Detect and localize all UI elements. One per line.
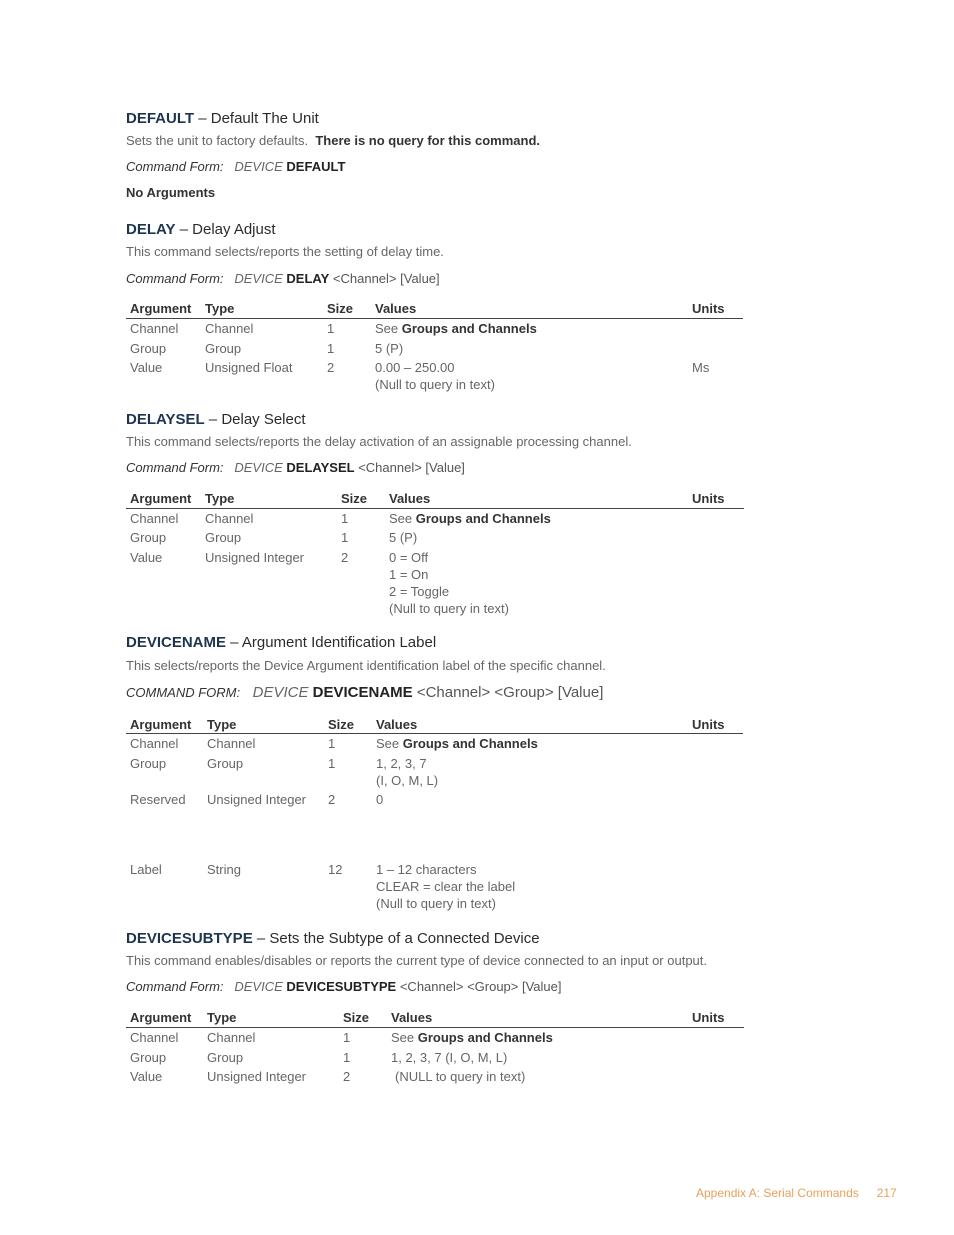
cell-size: 2 xyxy=(341,550,349,565)
section-title-delaysel: DELAYSEL – Delay Select xyxy=(126,411,306,428)
cell-values: See Groups and Channels xyxy=(376,736,538,751)
cell-values: See Groups and Channels xyxy=(389,511,551,526)
table-header-rule xyxy=(126,733,743,734)
section-description: This command enables/disables or reports the current type of device connected to an input or output. xyxy=(126,953,708,968)
cell-argument: Reserved xyxy=(130,792,186,807)
cell-argument: Group xyxy=(130,341,167,356)
cell-size: 2 xyxy=(327,360,335,375)
cell-values-line: (I, O, M, L) xyxy=(376,773,439,788)
cell-type: Channel xyxy=(205,321,254,336)
cell-values: 0.00 – 250.00 xyxy=(375,360,455,375)
table-header-rule xyxy=(126,1027,744,1028)
cell-values: 1, 2, 3, 7 xyxy=(376,756,427,771)
cell-size: 1 xyxy=(328,736,336,751)
cell-size: 2 xyxy=(343,1069,351,1084)
page-number: 217 xyxy=(876,1186,897,1200)
cell-argument: Channel xyxy=(130,736,179,751)
header-values: Values xyxy=(389,491,431,506)
cell-argument: Value xyxy=(130,550,163,565)
table-header-rule xyxy=(126,318,743,319)
cell-size: 1 xyxy=(328,756,336,771)
section-description: Sets the unit to factory defaults. There is no query for this command. xyxy=(126,133,540,148)
header-values: Values xyxy=(375,301,417,316)
cell-values-line: (Null to query in text) xyxy=(375,377,495,392)
cell-values-line: 2 = Toggle xyxy=(389,584,450,599)
command-form: Command Form: DEVICE DEVICESUBTYPE <Channel> <Group> [Value] xyxy=(126,979,562,994)
cell-values-line: 1 = On xyxy=(389,567,429,582)
cell-size: 12 xyxy=(328,862,343,877)
cell-argument: Channel xyxy=(130,1030,179,1045)
cell-type: Unsigned Integer xyxy=(207,1069,307,1084)
cell-units: Ms xyxy=(692,360,710,375)
command-form: COMMAND FORM: DEVICE DEVICENAME <Channel> <Group> [Value] xyxy=(126,684,604,701)
cell-type: Unsigned Integer xyxy=(207,792,307,807)
command-form: Command Form: DEVICE DELAYSEL <Channel> [Value] xyxy=(126,460,465,475)
cell-type: Group xyxy=(205,341,242,356)
cell-values-line: (Null to query in text) xyxy=(376,896,496,911)
header-type: Type xyxy=(207,1010,237,1025)
cell-size: 1 xyxy=(341,511,349,526)
cell-values: (NULL to query in text) xyxy=(395,1069,526,1084)
cell-values: 5 (P) xyxy=(375,341,404,356)
cell-values: 1 – 12 characters xyxy=(376,862,477,877)
cell-type: Unsigned Float xyxy=(205,360,293,375)
cell-type: Group xyxy=(207,1050,244,1065)
cell-values: 0 = Off xyxy=(389,550,429,565)
header-type: Type xyxy=(207,717,237,732)
header-size: Size xyxy=(328,717,355,732)
cell-argument: Group xyxy=(130,756,167,771)
section-title-default: DEFAULT – Default The Unit xyxy=(126,110,319,127)
cell-values: 1, 2, 3, 7 (I, O, M, L) xyxy=(391,1050,508,1065)
cell-argument: Label xyxy=(130,862,162,877)
section-title-delay: DELAY – Delay Adjust xyxy=(126,221,276,238)
cell-type: String xyxy=(207,862,241,877)
cell-type: Unsigned Integer xyxy=(205,550,305,565)
table-header-rule xyxy=(126,508,744,509)
cell-argument: Value xyxy=(130,1069,163,1084)
cell-type: Group xyxy=(207,756,244,771)
cell-argument: Group xyxy=(130,1050,167,1065)
header-size: Size xyxy=(343,1010,370,1025)
section-description: This command selects/reports the delay activation of an assignable processing channel. xyxy=(126,434,632,449)
no-arguments-label: No Arguments xyxy=(126,185,216,200)
section-title-devicesubtype: DEVICESUBTYPE – Sets the Subtype of a Connected Device xyxy=(126,930,540,947)
cell-argument: Value xyxy=(130,360,163,375)
section-description: This selects/reports the Device Argument identification label of the specific channel. xyxy=(126,658,606,673)
command-form: Command Form: DEVICE DEFAULT xyxy=(126,159,346,174)
header-units: Units xyxy=(692,717,725,732)
header-argument: Argument xyxy=(130,1010,192,1025)
cell-type: Channel xyxy=(207,1030,256,1045)
header-values: Values xyxy=(376,717,418,732)
header-argument: Argument xyxy=(130,491,192,506)
command-form: Command Form: DEVICE DELAY <Channel> [Value] xyxy=(126,271,440,286)
cell-type: Channel xyxy=(207,736,256,751)
header-size: Size xyxy=(327,301,354,316)
cell-size: 2 xyxy=(328,792,336,807)
cell-size: 1 xyxy=(327,321,335,336)
cell-values: See Groups and Channels xyxy=(375,321,537,336)
cell-values: 5 (P) xyxy=(389,530,418,545)
header-type: Type xyxy=(205,491,235,506)
header-size: Size xyxy=(341,491,368,506)
cell-values: 0 xyxy=(376,792,384,807)
cell-type: Group xyxy=(205,530,242,545)
section-title-devicename: DEVICENAME – Argument Identification Label xyxy=(126,634,437,651)
cell-size: 1 xyxy=(327,341,335,356)
header-units: Units xyxy=(692,1010,725,1025)
cell-values-line: (Null to query in text) xyxy=(389,601,509,616)
header-argument: Argument xyxy=(130,717,192,732)
page-footer xyxy=(696,1186,897,1200)
header-type: Type xyxy=(205,301,235,316)
section-description: This command selects/reports the setting of delay time. xyxy=(126,244,444,259)
header-argument: Argument xyxy=(130,301,192,316)
cell-type: Channel xyxy=(205,511,254,526)
header-values: Values xyxy=(391,1010,433,1025)
cell-size: 1 xyxy=(343,1030,351,1045)
cell-size: 1 xyxy=(341,530,349,545)
cell-values-line: CLEAR = clear the label xyxy=(376,879,516,894)
cell-size: 1 xyxy=(343,1050,351,1065)
cell-argument: Group xyxy=(130,530,167,545)
cell-values: See Groups and Channels xyxy=(391,1030,553,1045)
header-units: Units xyxy=(692,301,725,316)
cell-argument: Channel xyxy=(130,511,179,526)
footer-section: Appendix A: Serial Commands xyxy=(696,1186,859,1200)
header-units: Units xyxy=(692,491,725,506)
cell-argument: Channel xyxy=(130,321,179,336)
